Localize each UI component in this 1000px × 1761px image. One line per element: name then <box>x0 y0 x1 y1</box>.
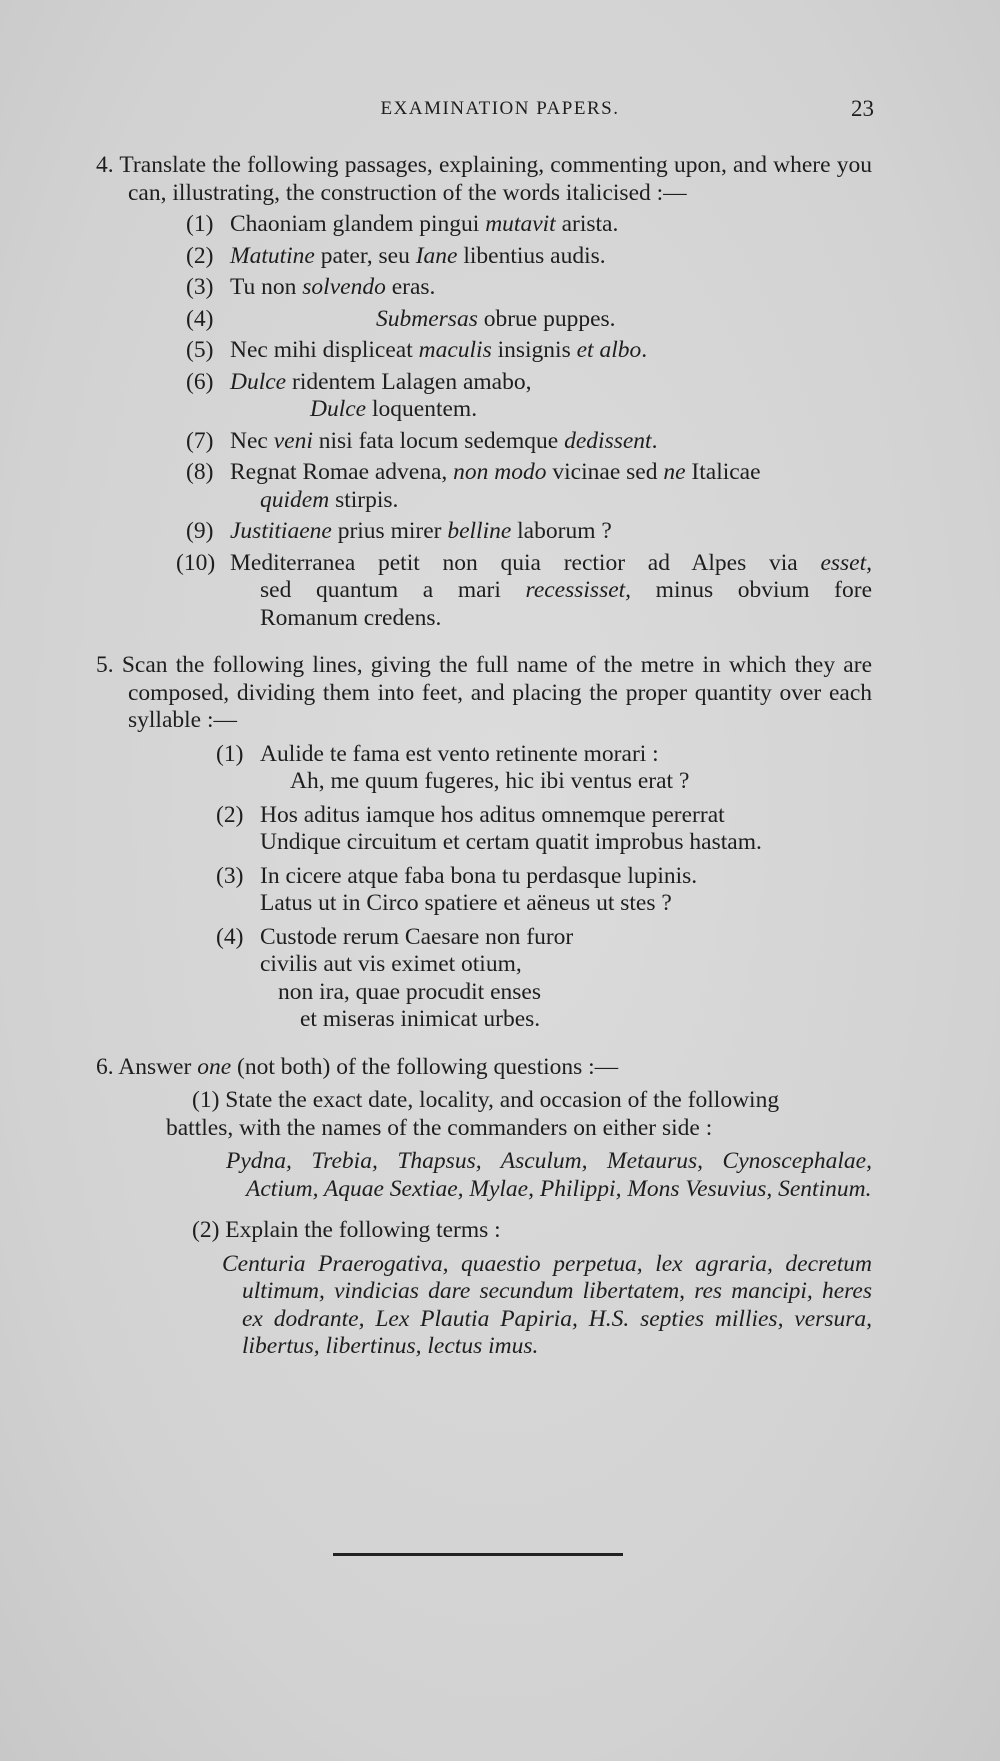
page-header <box>0 96 1000 126</box>
verse-item: (2) Hos aditus iamque hos aditus omnemque pererrat Undique circuitum et certam quatit improbus hastam. <box>216 801 762 855</box>
question-4 <box>96 152 872 632</box>
sub-question-2: (2) Explain the following terms : Centuria Praerogativa, quaestio perpetua, lex agraria, decretum ultimum, vindicias dare secundum libertatem, res mancipi, heres ex dodrante, Lex Plautia Papiria, H.S. septies millies, versura, libertus, libertinus, lectus imus. <box>192 1217 872 1359</box>
question-6: 6. Answer one (not both) of the following questions :— (1) State the exact date, locality, and occasion of the following battles, with the names of the commanders on either side : Pydna, Trebia, Thapsus, Asculum, Metaurus, Cynoscephalae, Actium, Aquae Sextiae, Mylae, Philippi, Mons Vesuvius, Sentinum. (2) Explain the following terms : Centuria Praerogativa, quaestio perpetua, lex agraria, decretum ultimum, vindicias dare secundum libertatem, res mancipi, heres ex dodrante, Lex Plautia Papiria, H.S. septies millies, versura, libertus, libertinus, lectus imus. <box>96 1053 872 1359</box>
passage-item: (1) Chaoniam glandem pingui mutavit arista. <box>186 211 619 237</box>
passage-item: (8) Regnat Romae advena, non modo vicinae sed ne Italicae quidem stirpis. <box>186 459 761 513</box>
passage-item: (7) Nec veni nisi fata locum sedemque dedissent. <box>186 427 658 454</box>
question-number: 4. <box>96 152 114 178</box>
passage-list <box>176 211 873 632</box>
question-5 <box>96 652 872 1034</box>
passage-item: (9) Justitiaene prius mirer belline laborum ? <box>186 518 612 544</box>
passage-item: (10) Mediterranea petit non quia rectior ad Alpes via esset, sed quantum a mari recessisset, minus obvium fore Romanum credens. <box>176 549 873 631</box>
passage-item: (5) Nec mihi displiceat maculis insignis et albo. <box>186 337 648 363</box>
sub-question-1: (1) State the exact date, locality, and occasion of the following battles, with the names of the commanders on either side : Pydna, Trebia, Thapsus, Asculum, Metaurus, Cynoscephalae, Actium, Aquae Sextiae, Mylae, Philippi, Mons Vesuvius, Sentinum. <box>166 1087 872 1202</box>
running-title: EXAMINATION PAPERS. <box>380 98 620 119</box>
passage-item: (3) Tu non solvendo eras. <box>186 274 436 300</box>
question-number: 6. <box>96 1053 114 1080</box>
end-rule <box>333 1553 623 1556</box>
question-intro: Scan the following lines, giving the full name of the metre in which they are composed, dividing them into feet, and placing the proper quantity over each syllable :— <box>121 652 872 733</box>
page-number: 23 <box>851 96 874 121</box>
verse-item: (3) In cicere atque faba bona tu perdasque lupinis. Latus ut in Circo spatiere et aëneus ut stes ? <box>216 862 698 916</box>
passage-item: (4) Submersas obrue puppes. <box>186 305 616 332</box>
verse-item: (4) Custode rerum Caesare non furor civilis aut vis eximet otium, non ira, quae procudit enses et miseras inimicat urbes. <box>216 923 574 1032</box>
verse-list <box>216 741 872 1034</box>
passage-item: (2) Matutine pater, seu Iane libentius audis. <box>186 242 606 269</box>
question-intro: Translate the following passages, explaining, commenting upon, and where you can, illustrating, the construction of the words italicised :— <box>119 152 872 206</box>
battle-list: Pydna, Trebia, Thapsus, Asculum, Metaurus, Cynoscephalae, Actium, Aquae Sextiae, Mylae, Philippi, Mons Vesuvius, Sentinum. <box>226 1148 872 1202</box>
question-number: 5. <box>96 652 114 678</box>
passage-item: (6) Dulce ridentem Lalagen amabo, Dulce loquentem. <box>186 368 532 422</box>
terms-list: Centuria Praerogativa, quaestio perpetua, lex agraria, decretum ultimum, vindicias dare secundum libertatem, res mancipi, heres ex dodrante, Lex Plautia Papiria, H.S. septies millies, versura, libertus, libertinus, lectus imus. <box>222 1250 872 1359</box>
page-body <box>96 152 872 1361</box>
verse-item: (1) Aulide te fama est vento retinente morari : Ah, me quum fugeres, hic ibi ventus erat ? <box>216 740 690 794</box>
